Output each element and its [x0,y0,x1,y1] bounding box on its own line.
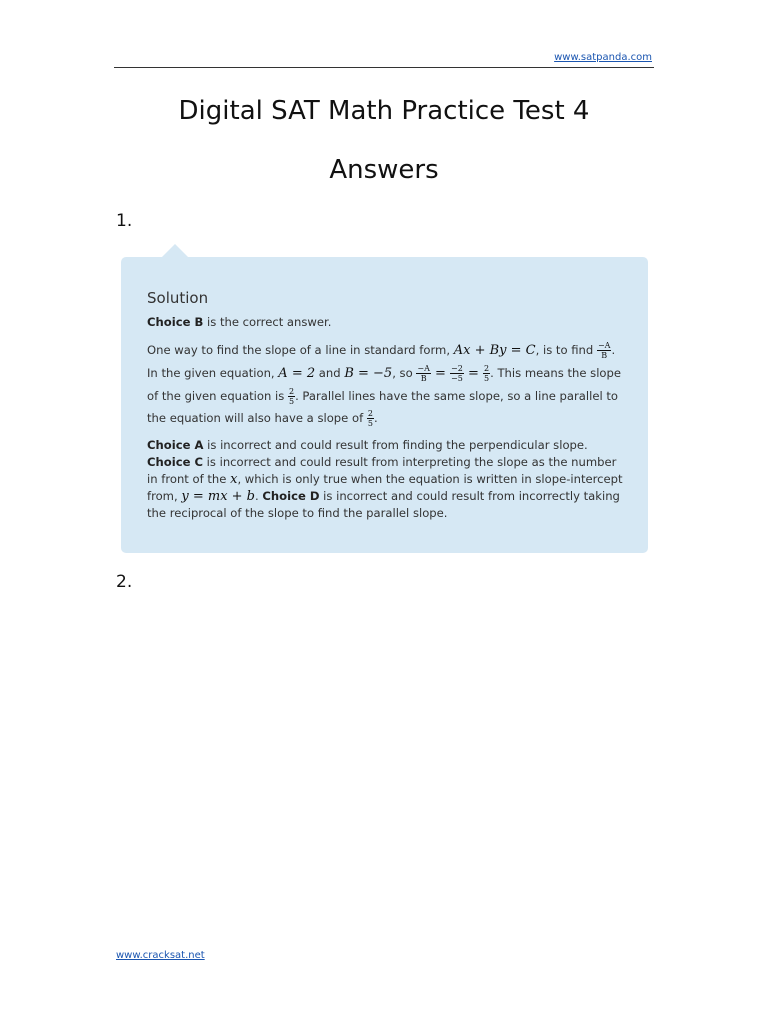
fraction-denominator: B [420,374,427,383]
correct-answer-text: is the correct answer. [203,315,332,329]
correct-answer-line [147,311,625,333]
footer-site-link[interactable]: www.cracksat.net [116,950,205,961]
text-span: , so [392,366,417,380]
question-number-2: 2. [116,572,133,592]
choice-a-label: Choice A [147,438,204,452]
choice-c-label: Choice C [147,455,203,469]
variable-x: x [230,472,238,487]
text-span: One way to find the slope of a line in standard form, [147,343,454,357]
text-span: . Parallel lines have the same slope, so a line parallel to the equation will also have a slope of [147,389,619,425]
fraction-numerator: 2 [484,364,490,373]
fraction-numerator: 2 [288,387,295,396]
equation-standard-form: Ax + By = C [453,343,536,358]
fraction-numerator: −A [417,364,430,373]
equals-sign: = [463,366,484,381]
choice-d-label: Choice D [262,489,320,503]
fraction-numerator: −2 [451,364,463,373]
header-divider [114,67,654,68]
explanation-paragraph [147,339,625,429]
solution-card [121,257,648,553]
equation-b-value: B = −5 [344,366,393,381]
fraction-numerator: 2 [367,409,373,418]
fraction-numerator: −A [597,341,611,350]
correct-choice-label: Choice B [147,315,204,329]
fraction-denominator: 5 [367,419,373,428]
text-span: . This means the slope of the given equation is [147,366,622,403]
fraction-neg-a-over-b [416,364,430,383]
text-span: . [255,489,263,503]
equals-sign: = [430,366,451,381]
solution-heading: Solution [147,289,209,307]
distractor-paragraph [147,437,625,522]
fraction-slope-result [288,387,295,406]
solution-card-pointer [162,244,188,257]
equation-a-value: A = 2 [278,366,316,381]
header-site-link[interactable]: www.satpanda.com [554,52,652,63]
fraction-denominator: 5 [484,374,490,383]
question-number-1: 1. [116,211,133,231]
text-span: is incorrect and could result from finding the perpendicular slope. [203,438,588,452]
page-title: Digital SAT Math Practice Test 4 [178,96,590,126]
text-span: . [373,411,378,425]
text-span: is incorrect and could result from incorrectly taking the reciprocal of the slope to find the parallel slope. [147,489,620,520]
equation-slope-intercept: y = mx + b [181,489,255,504]
solution-content [147,289,625,528]
text-span: , which is only true when the equation is written in slope-intercept from, [147,472,623,503]
fraction-slope [597,341,611,360]
page-subtitle: Answers [329,155,439,185]
fraction-denominator: −5 [451,374,463,383]
fraction-neg2-over-neg5 [450,364,464,383]
text-span: . In the given equation, [147,343,616,380]
text-span: , is to find [535,343,597,357]
text-span: is incorrect and could result from interpreting the slope as the number in front of the [147,455,617,486]
fraction-denominator: 5 [288,397,295,406]
text-span: and [315,366,345,380]
fraction-denominator: B [601,351,608,360]
fraction-parallel-slope [367,409,374,428]
